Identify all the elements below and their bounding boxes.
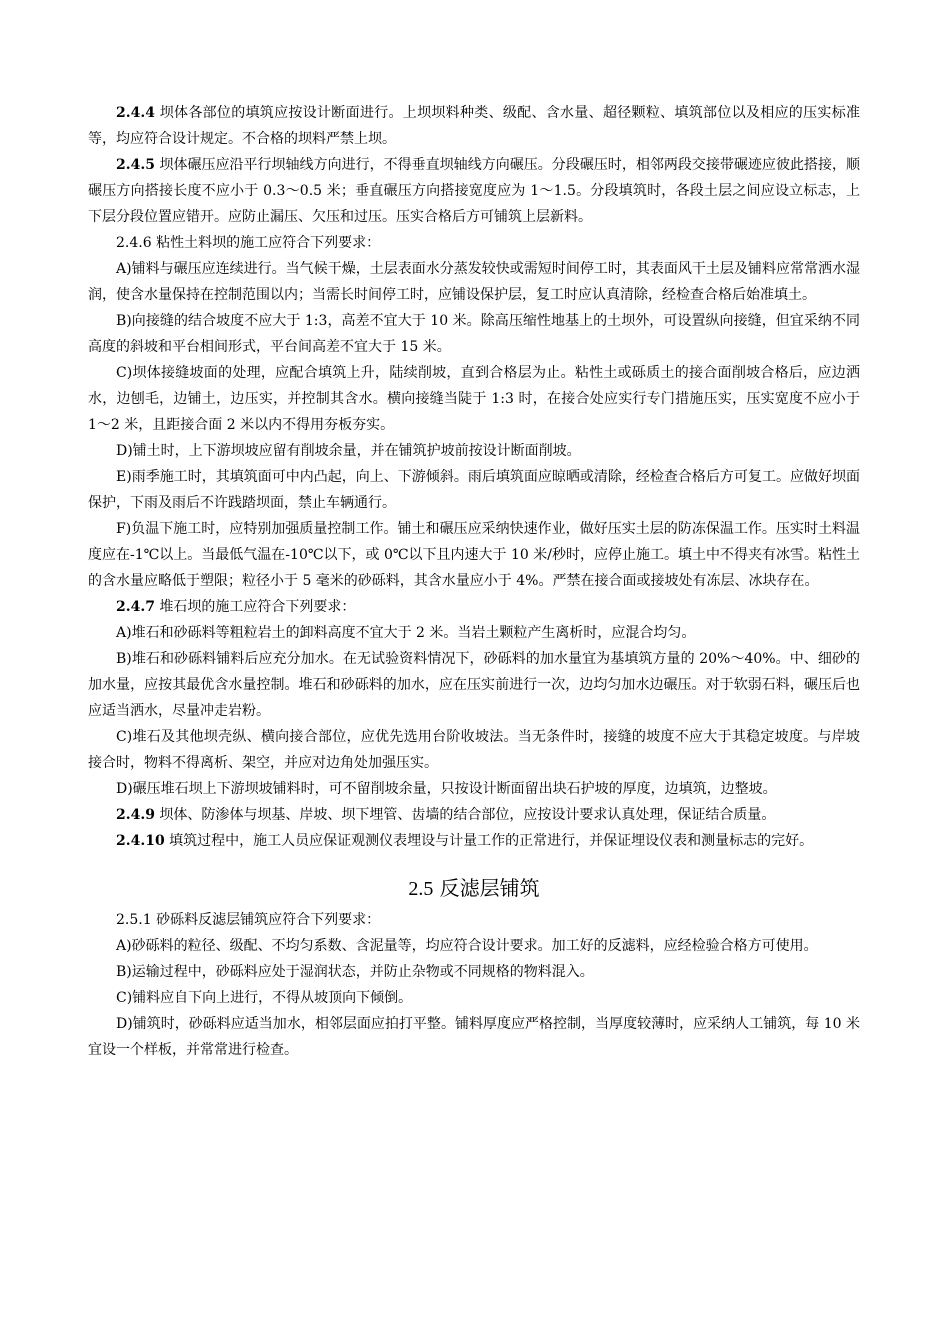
- paragraph-text: 粘性土料坝的施工应符合下列要求：: [151, 235, 381, 251]
- paragraph-text: A)铺料与碾压应连续进行。当气候干燥，土层表面水分蒸发较快或需短时间停工时，其表面风干土层及铺料应常常洒水湿润，使含水量保持在控制范围以内；当需长时间停工时，应铺设保护层，复工时应认真清除，经检查合格后始准填土。: [88, 261, 860, 303]
- list-item-paragraph: [88, 464, 860, 516]
- paragraph-text: C)坝体接缝坡面的处理，应配合填筑上升，陆续削坡，直到合格层为止。粘性土或砾质土的接合面削坡合格后，应边洒水，边刨毛，边铺土，边压实，并控制其含水。横向接缝当陡于 1:3 时，在接合处应实行专门措施压实，压实宽度不应小于 1～2 米，且距接合面 2 米以内不得用夯板夯实。: [88, 365, 860, 433]
- list-item-paragraph: [88, 360, 860, 438]
- list-item-paragraph: [88, 933, 860, 959]
- paragraph-text: 坝体碾压应沿平行坝轴线方向进行，不得垂直坝轴线方向碾压。分段碾压时，相邻两段交接带碾迹应彼此搭接，顺碾压方向搭接长度不应小于 0.3～0.5 米；垂直碾压方向搭接宽度应为 1～1.5。分段填筑时，各段土层之间应设立标志，上下层分段位置应错开。应防止漏压、欠压和过压。压实合格后方可铺筑上层新料。: [88, 157, 860, 225]
- paragraph-text: A)砂砾料的粒径、级配、不均匀系数、含泥量等，均应符合设计要求。加工好的反滤料，应经检验合格方可使用。: [116, 938, 818, 954]
- clause-paragraph: [88, 907, 860, 933]
- list-item-paragraph: [88, 959, 860, 985]
- paragraph-text: 坝体各部位的填筑应按设计断面进行。上坝坝料种类、级配、含水量、超径颗粒、填筑部位以及相应的压实标准等，均应符合设计规定。不合格的坝料严禁上坝。: [88, 105, 860, 147]
- paragraph-text: 坝体、防渗体与坝基、岸坡、坝下埋管、齿墙的结合部位，应按设计要求认真处理，保证结合质量。: [154, 807, 776, 823]
- paragraph-text: D)铺筑时，砂砾料应适当加水，相邻层面应拍打平整。铺料厚度应严格控制，当厚度较薄时，应采纳人工铺筑，每 10 米宜设一个样板，并常常进行检查。: [88, 1016, 860, 1058]
- paragraph-text: 堆石坝的施工应符合下列要求：: [154, 599, 356, 615]
- list-item-paragraph: [88, 776, 860, 802]
- clause-number: 2.5.1: [116, 912, 152, 928]
- clause-paragraph: [88, 802, 860, 828]
- list-item-paragraph: [88, 438, 860, 464]
- list-item-paragraph: [88, 724, 860, 776]
- paragraph-text: C)堆石及其他坝壳纵、横向接合部位，应优先选用台阶收坡法。当无条件时，接缝的坡度不应大于其稳定坡度。与岸坡接合时，物料不得离析、架空，并应对边角处加强压实。: [88, 729, 860, 771]
- list-item-paragraph: [88, 985, 860, 1011]
- paragraph-text: 砂砾料反滤层铺筑应符合下列要求：: [151, 912, 381, 928]
- list-item-paragraph: [88, 1011, 860, 1063]
- paragraph-text: B)向接缝的结合坡度不应大于 1:3，高差不宜大于 10 米。除高压缩性地基上的土坝外，可设置纵向接缝，但宜采纳不同高度的斜坡和平台相间形式，平台间高差不宜大于 15 米。: [88, 313, 860, 355]
- section-heading: [88, 870, 860, 907]
- clause-number: 2.4.5: [116, 157, 155, 173]
- paragraph-text: E)雨季施工时，其填筑面可中内凸起，向上、下游倾斜。雨后填筑面应晾晒或清除，经检查合格后方可复工。应做好坝面保护，下雨及雨后不许践踏坝面，禁止车辆通行。: [88, 469, 860, 511]
- clause-paragraph: [88, 594, 860, 620]
- list-item-paragraph: [88, 256, 860, 308]
- section-heading-title: 反滤层铺筑: [433, 876, 540, 900]
- section-2-5: [88, 907, 860, 1063]
- list-item-paragraph: [88, 620, 860, 646]
- paragraph-text: B)堆石和砂砾料铺料后应充分加水。在无试验资料情况下，砂砾料的加水量宜为基填筑方量的 20%～40%。中、细砂的加水量，应按其最优含水量控制。堆石和砂砾料的加水，应在压实前进行一次，边均匀加水边碾压。对于软弱石料，碾压后也应适当洒水，尽量冲走岩粉。: [88, 651, 860, 719]
- section-heading-number: 2.5: [408, 878, 434, 900]
- paragraph-text: B)运输过程中，砂砾料应处于湿润状态，并防止杂物或不同规格的物料混入。: [116, 964, 594, 980]
- clause-number: 2.4.10: [116, 833, 165, 849]
- paragraph-text: C)铺料应自下向上进行，不得从坡顶向下倾倒。: [116, 990, 413, 1006]
- list-item-paragraph: [88, 516, 860, 594]
- clause-number: 2.4.6: [116, 235, 152, 251]
- document-body: [88, 100, 860, 1063]
- clause-paragraph: [88, 828, 860, 854]
- paragraph-text: D)碾压堆石坝上下游坝坡铺料时，可不留削坡余量，只按设计断面留出块石护坡的厚度，边填筑，边整坡。: [116, 781, 777, 797]
- clause-paragraph: [88, 100, 860, 152]
- clause-paragraph: [88, 152, 860, 230]
- paragraph-text: A)堆石和砂砾料等粗粒岩土的卸料高度不宜大于 2 米。当岩土颗粒产生离析时，应混合均匀。: [116, 625, 696, 641]
- list-item-paragraph: [88, 308, 860, 360]
- list-item-paragraph: [88, 646, 860, 724]
- clause-number: 2.4.9: [116, 807, 155, 823]
- paragraph-text: 填筑过程中，施工人员应保证观测仪表埋设与计量工作的正常进行，并保证埋设仪表和测量标志的完好。: [164, 833, 814, 849]
- clause-number: 2.4.7: [116, 599, 155, 615]
- clause-paragraph: [88, 230, 860, 256]
- paragraph-text: F)负温下施工时，应特别加强质量控制工作。铺土和碾压应采纳快速作业，做好压实土层的防冻保温工作。压实时土料温度应在-1℃以上。当最低气温在-10℃以下，或 0℃以下且内速大于 10 米/秒时，应停止施工。填土中不得夹有冰雪。粘性土的含水量应略低于塑限；粒径小于 5 毫米的砂砾料，其含水量应小于 4%。严禁在接合面或接坡处有冻层、冰块存在。: [88, 521, 860, 589]
- clause-number: 2.4.4: [116, 105, 155, 121]
- paragraph-text: D)铺土时，上下游坝坡应留有削坡余量，并在铺筑护坡前按设计断面削坡。: [116, 443, 581, 459]
- section-2-4: [88, 100, 860, 854]
